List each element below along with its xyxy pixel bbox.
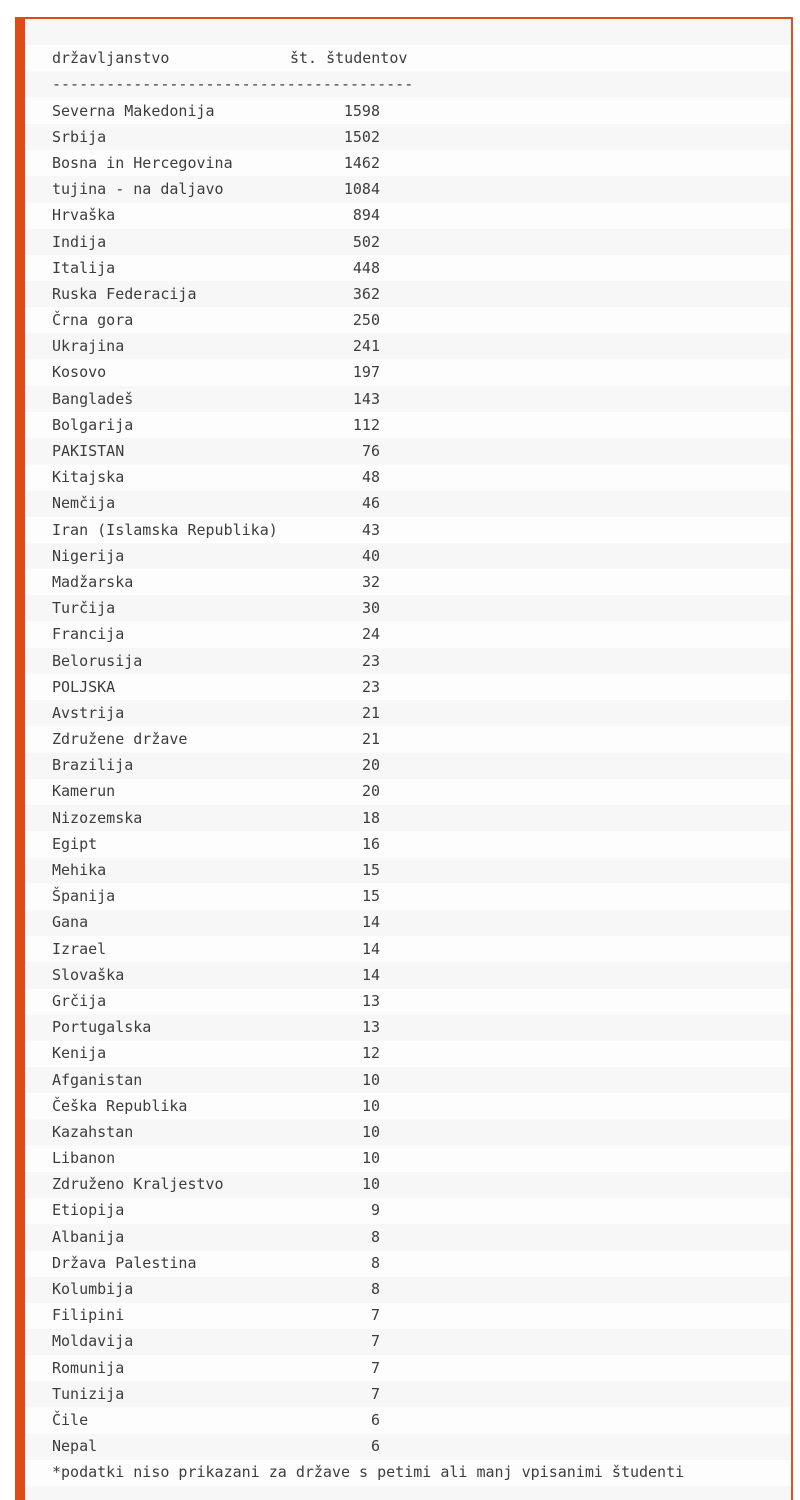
table-row bbox=[25, 281, 791, 307]
header-citizenship: državljanstvo bbox=[52, 49, 170, 68]
student-count: 20 bbox=[361, 782, 380, 801]
student-count: 12 bbox=[361, 1044, 380, 1063]
student-count: 13 bbox=[361, 1018, 380, 1037]
student-count: 46 bbox=[361, 494, 380, 513]
student-count: 10 bbox=[361, 1096, 380, 1115]
country-name: Grčija bbox=[52, 991, 107, 1010]
citizenship-report-panel bbox=[15, 17, 793, 1500]
student-count: 143 bbox=[352, 389, 380, 408]
student-count: 76 bbox=[361, 442, 380, 460]
student-count: 40 bbox=[361, 546, 380, 565]
student-count: 1462 bbox=[343, 153, 380, 172]
student-count: 7 bbox=[370, 1384, 380, 1403]
country-name: Kosovo bbox=[52, 363, 107, 382]
table-row bbox=[25, 1302, 791, 1328]
student-count: 16 bbox=[361, 834, 380, 853]
table-row bbox=[25, 412, 791, 438]
student-count: 10 bbox=[361, 1070, 380, 1089]
table-row bbox=[25, 569, 791, 595]
student-count: 8 bbox=[370, 1253, 380, 1272]
table-row bbox=[25, 1171, 791, 1197]
student-count: 20 bbox=[361, 756, 380, 775]
country-name: Hrvaška bbox=[52, 206, 116, 225]
country-name: Albanija bbox=[52, 1227, 125, 1246]
student-count: 1598 bbox=[343, 101, 380, 120]
student-count: 250 bbox=[352, 311, 380, 330]
student-count: 362 bbox=[352, 284, 380, 303]
table-row bbox=[25, 229, 791, 255]
country-name: Severna Makedonija bbox=[52, 101, 215, 120]
country-name: Francija bbox=[52, 625, 125, 644]
student-count: 10 bbox=[361, 1175, 380, 1194]
table-row bbox=[25, 98, 791, 124]
table-row bbox=[25, 752, 791, 778]
country-name: Kazahstan bbox=[52, 1122, 134, 1141]
table-footnote: *podatki niso prikazani za države s petimi ali manj vpisanimi študenti bbox=[52, 1463, 685, 1482]
table-row bbox=[25, 202, 791, 228]
country-name: Egipt bbox=[52, 834, 98, 853]
table-row bbox=[25, 1381, 791, 1407]
country-name: Nizozemska bbox=[52, 808, 143, 827]
student-count: 13 bbox=[361, 991, 380, 1010]
country-name: Italija bbox=[52, 258, 116, 277]
country-name: Brazilija bbox=[52, 756, 134, 775]
country-name: Kolumbija bbox=[52, 1280, 134, 1298]
table-row bbox=[25, 1145, 791, 1171]
table-row bbox=[25, 1355, 791, 1381]
student-count: 24 bbox=[361, 625, 380, 644]
student-count: 14 bbox=[361, 965, 380, 984]
table-row bbox=[25, 438, 791, 464]
student-count: 894 bbox=[352, 206, 380, 225]
table-row bbox=[25, 307, 791, 333]
country-name: Romunija bbox=[52, 1358, 125, 1377]
country-name: Srbija bbox=[52, 127, 107, 146]
header-separator: ---------------------------------------- bbox=[52, 75, 414, 94]
student-count: 14 bbox=[361, 913, 380, 932]
country-name: Nepal bbox=[52, 1437, 98, 1456]
country-name: Združene države bbox=[52, 730, 188, 749]
table-row bbox=[25, 962, 791, 988]
student-count: 8 bbox=[370, 1227, 380, 1246]
table-row bbox=[25, 595, 791, 621]
country-name: Slovaška bbox=[52, 965, 125, 984]
table-row bbox=[25, 464, 791, 490]
table-row bbox=[25, 1014, 791, 1040]
table-row bbox=[25, 1067, 791, 1093]
table-row bbox=[25, 176, 791, 202]
country-name: Filipini bbox=[52, 1306, 125, 1325]
table-row bbox=[25, 857, 791, 883]
country-name: Španija bbox=[52, 887, 116, 906]
table-row bbox=[25, 700, 791, 726]
country-name: Črna gora bbox=[52, 311, 134, 330]
student-count: 21 bbox=[361, 730, 380, 749]
country-name: Afganistan bbox=[52, 1070, 143, 1089]
student-count: 43 bbox=[361, 520, 380, 539]
table-row bbox=[25, 988, 791, 1014]
student-count: 1084 bbox=[343, 180, 380, 199]
country-name: Turčija bbox=[52, 599, 116, 618]
table-row bbox=[25, 805, 791, 831]
country-name: Država Palestina bbox=[52, 1253, 197, 1272]
student-count: 6 bbox=[370, 1410, 380, 1429]
country-name: Iran (Islamska Republika) bbox=[52, 520, 278, 539]
table-row bbox=[25, 1040, 791, 1066]
student-count: 8 bbox=[370, 1280, 380, 1298]
country-name: PAKISTAN bbox=[52, 442, 125, 460]
table-row bbox=[25, 255, 791, 281]
table-row bbox=[25, 517, 791, 543]
student-count: 112 bbox=[352, 415, 380, 434]
country-name: Madžarska bbox=[52, 572, 134, 591]
student-count: 1502 bbox=[343, 127, 380, 146]
table-row bbox=[25, 674, 791, 700]
country-name: Izrael bbox=[52, 939, 107, 958]
table-header-row bbox=[25, 45, 791, 71]
table-row bbox=[25, 150, 791, 176]
country-name: Avstrija bbox=[52, 703, 125, 722]
country-name: Čile bbox=[52, 1410, 89, 1429]
table-row bbox=[25, 1250, 791, 1276]
student-count: 9 bbox=[370, 1201, 380, 1220]
student-count: 32 bbox=[361, 572, 380, 591]
table-row bbox=[25, 1197, 791, 1223]
country-name: Mehika bbox=[52, 861, 107, 879]
country-name: Libanon bbox=[52, 1149, 116, 1168]
country-name: Nemčija bbox=[52, 494, 116, 513]
student-count: 10 bbox=[361, 1122, 380, 1141]
student-count: 14 bbox=[361, 939, 380, 958]
student-count: 30 bbox=[361, 599, 380, 618]
country-name: Tunizija bbox=[52, 1384, 125, 1403]
student-count: 21 bbox=[361, 703, 380, 722]
table-rows bbox=[25, 98, 791, 1460]
student-count: 48 bbox=[361, 468, 380, 487]
student-count: 502 bbox=[352, 232, 380, 251]
table-row bbox=[25, 1224, 791, 1250]
student-count: 241 bbox=[352, 337, 380, 356]
student-count: 197 bbox=[352, 363, 380, 382]
country-name: Ukrajina bbox=[52, 337, 125, 356]
country-name: Portugalska bbox=[52, 1018, 152, 1037]
country-name: Bosna in Hercegovina bbox=[52, 153, 233, 172]
country-name: Gana bbox=[52, 913, 89, 932]
table-row bbox=[25, 909, 791, 935]
country-name: Češka Republika bbox=[52, 1096, 188, 1115]
student-count: 7 bbox=[370, 1332, 380, 1351]
country-name: Kitajska bbox=[52, 468, 125, 487]
country-name: Nigerija bbox=[52, 546, 125, 565]
table-row bbox=[25, 490, 791, 516]
header-student-count: št. študentov bbox=[290, 49, 408, 68]
country-name: Moldavija bbox=[52, 1332, 134, 1351]
student-count: 7 bbox=[370, 1358, 380, 1377]
table-row bbox=[25, 726, 791, 752]
country-name: Etiopija bbox=[52, 1201, 125, 1220]
table-row bbox=[25, 1119, 791, 1145]
country-name: Kamerun bbox=[52, 782, 116, 801]
student-count: 23 bbox=[361, 677, 380, 696]
table-row bbox=[25, 386, 791, 412]
table-row bbox=[25, 1328, 791, 1354]
table-row bbox=[25, 621, 791, 647]
country-name: Bolgarija bbox=[52, 415, 134, 434]
country-name: tujina - na daljavo bbox=[52, 180, 224, 199]
country-name: POLJSKA bbox=[52, 677, 116, 696]
student-count: 18 bbox=[361, 808, 380, 827]
table-row bbox=[25, 1276, 791, 1302]
table-row bbox=[25, 359, 791, 385]
table-row bbox=[25, 831, 791, 857]
student-count: 6 bbox=[370, 1437, 380, 1456]
table-row bbox=[25, 1433, 791, 1459]
student-count: 23 bbox=[361, 651, 380, 670]
student-count: 448 bbox=[352, 258, 380, 277]
table-row bbox=[25, 1093, 791, 1119]
table-row bbox=[25, 543, 791, 569]
table-row bbox=[25, 1407, 791, 1433]
table-row bbox=[25, 648, 791, 674]
country-name: Kenija bbox=[52, 1044, 107, 1063]
student-count: 7 bbox=[370, 1306, 380, 1325]
country-name: Belorusija bbox=[52, 651, 143, 670]
country-name: Indija bbox=[52, 232, 107, 251]
student-count: 10 bbox=[361, 1149, 380, 1168]
table-row bbox=[25, 778, 791, 804]
student-count: 15 bbox=[361, 887, 380, 906]
table-row bbox=[25, 333, 791, 359]
table-row bbox=[25, 883, 791, 909]
country-name: Bangladeš bbox=[52, 389, 134, 408]
country-name: Združeno Kraljestvo bbox=[52, 1175, 224, 1194]
table-row bbox=[25, 124, 791, 150]
table-row bbox=[25, 936, 791, 962]
student-count: 15 bbox=[361, 861, 380, 879]
country-name: Ruska Federacija bbox=[52, 284, 197, 303]
